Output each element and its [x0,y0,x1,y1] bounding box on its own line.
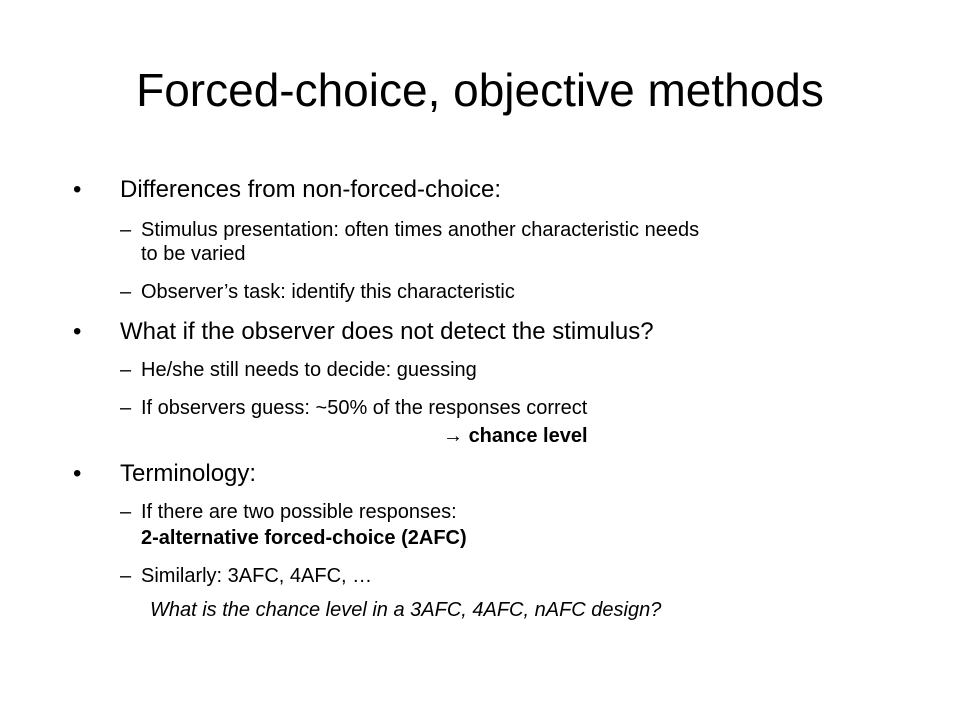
bullet-1-sub-2-dash: – [120,281,132,303]
chance-level-text: chance level [468,425,588,447]
right-arrow-icon: → [443,425,463,447]
bullet-1-glyph: • [73,176,82,203]
bullet-2-sub-1-dash: – [120,359,132,381]
bullet-1-sub-1-line-2: to be varied [141,243,246,265]
bullet-3-sub-2-dash: – [120,565,132,587]
bullet-2-text: What if the observer does not detect the stimulus? [120,318,654,345]
bullet-2-sub-2-dash: – [120,397,132,419]
bullet-1-sub-2: Observer’s task: identify this characteristic [141,281,515,303]
bullet-3-sub-1-line-1: If there are two possible responses: [141,501,457,523]
bullet-3-text: Terminology: [120,460,257,487]
bullet-2-glyph: • [73,318,82,345]
slide-title: Forced-choice, objective methods [136,64,824,116]
bullet-3-glyph: • [73,460,82,487]
bullet-1-sub-1-line-1: Stimulus presentation: often times another characteristic needs [141,219,700,241]
bullet-3-sub-2: Similarly: 3AFC, 4AFC, … [141,565,373,587]
bullet-2-sub-2: If observers guess: ~50% of the responses correct [141,397,588,419]
bullet-1-text: Differences from non-forced-choice: [120,176,502,203]
bullet-3-sub-1-line-2: 2-alternative forced-choice (2AFC) [141,527,467,549]
bullet-3-sub-1-dash: – [120,501,132,523]
bullet-2-sub-1: He/she still needs to decide: guessing [141,359,477,381]
chance-level-line [443,424,588,448]
chance-level-question: What is the chance level in a 3AFC, 4AFC, nAFC design? [150,599,662,621]
bullet-1-sub-1-dash: – [120,219,132,241]
